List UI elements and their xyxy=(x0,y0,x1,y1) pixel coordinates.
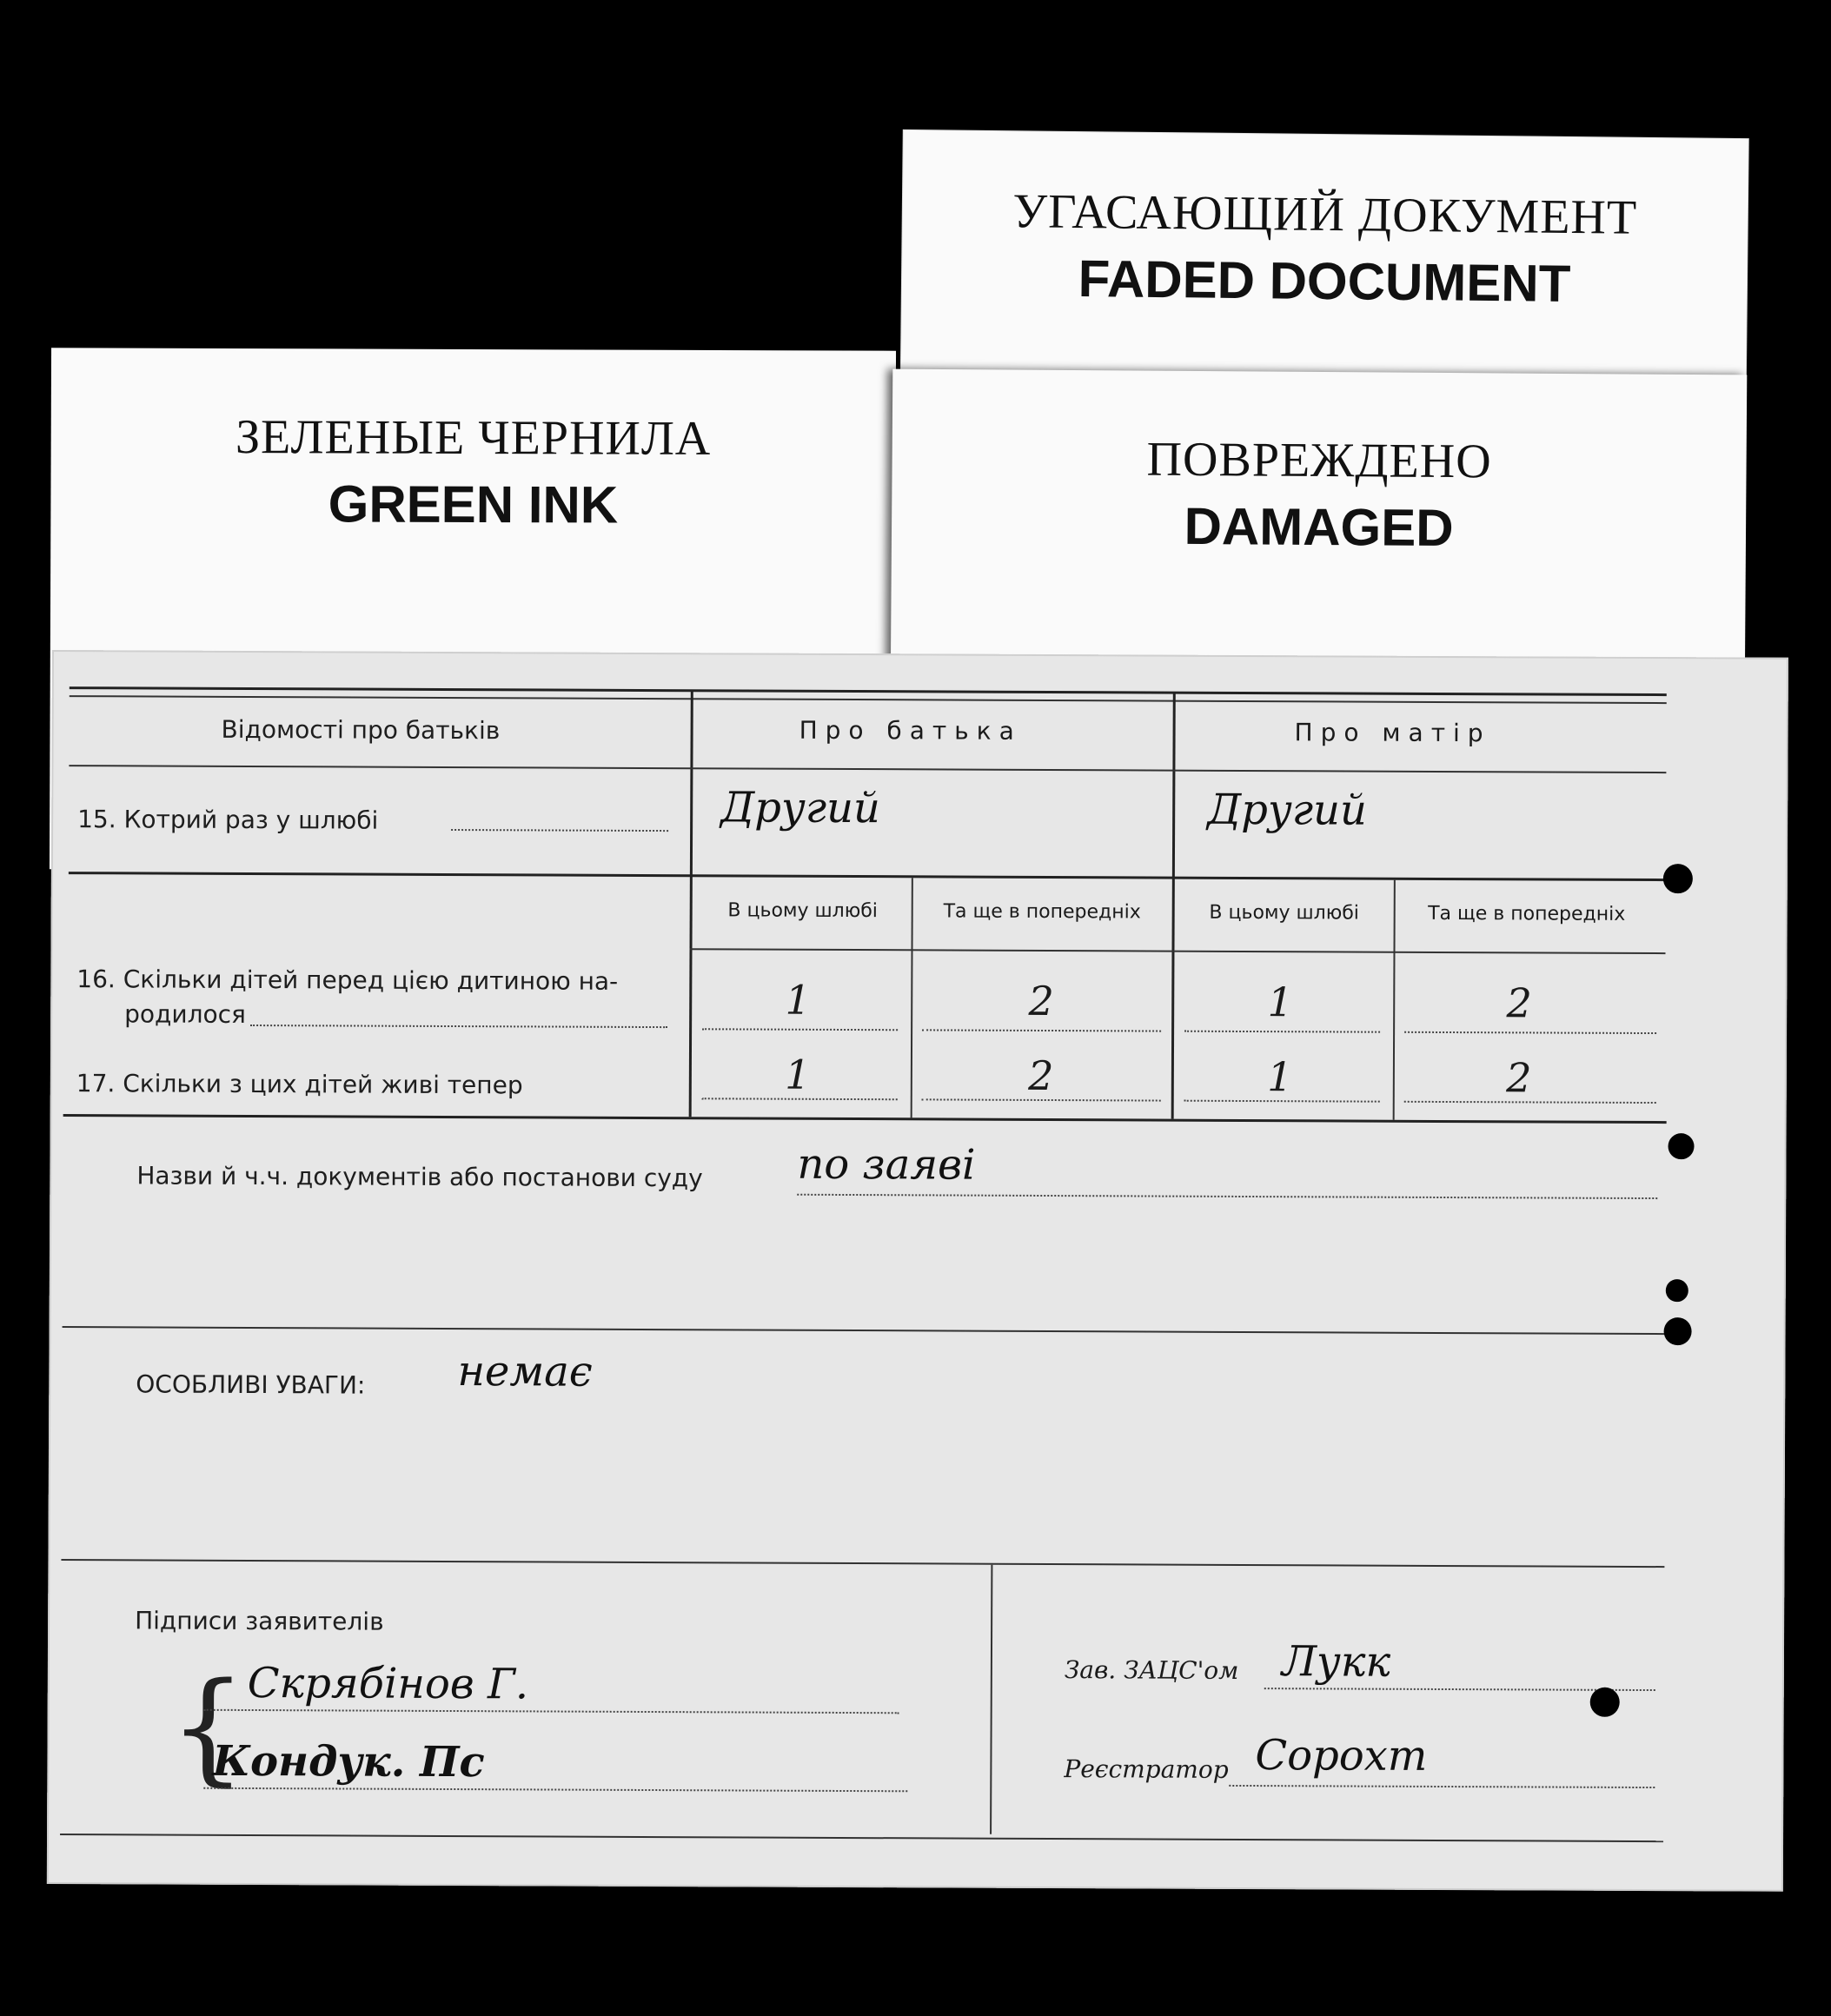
remarks-bottom xyxy=(61,1559,1664,1568)
registrar-signature: Сорохт xyxy=(1255,1731,1428,1781)
subheader-father-this: В цьому шлюбі xyxy=(727,899,879,923)
q17-mother-prev: 2 xyxy=(1506,1054,1532,1102)
table-top-border-inner xyxy=(70,695,1667,704)
q15-bottom xyxy=(69,872,1666,881)
q16-mother-prev: 2 xyxy=(1506,979,1533,1027)
registrar-label: Реєстратор xyxy=(1064,1754,1229,1784)
q17-father-this: 1 xyxy=(785,1051,811,1098)
documents-bottom xyxy=(63,1326,1666,1335)
q17-father-prev: 2 xyxy=(1028,1051,1054,1100)
green-notice-ru: ЗЕЛЕНЫЕ ЧЕРНИЛА xyxy=(235,410,712,466)
q15-leader xyxy=(451,829,668,832)
q17-m-prev-line xyxy=(1404,1101,1656,1104)
q16-m-prev-line xyxy=(1404,1031,1656,1034)
q16-f-prev-line xyxy=(922,1029,1161,1031)
q17-f-prev-line xyxy=(922,1098,1161,1101)
punch-hole xyxy=(1590,1688,1620,1717)
q16-leader xyxy=(250,1025,667,1028)
documents-value: по заяві xyxy=(797,1139,976,1190)
table-top-border xyxy=(70,686,1667,696)
signature-divider xyxy=(990,1565,992,1834)
q16-father-this: 1 xyxy=(785,976,812,1024)
header-divider xyxy=(69,765,1666,773)
q17-label: 17. Скільки з цих дітей живі тепер xyxy=(76,1069,523,1100)
q16-m-this-line xyxy=(1184,1031,1380,1033)
q16-father-prev: 2 xyxy=(1028,977,1055,1025)
q15-mother-value: Другий xyxy=(1207,785,1368,835)
q17-f-this-line xyxy=(702,1098,898,1100)
signatures-label: Підписи заявителів xyxy=(135,1606,384,1636)
q15-father-value: Другий xyxy=(720,783,881,833)
faded-notice-en: FADED DOCUMENT xyxy=(1078,249,1571,313)
punch-hole xyxy=(1668,1133,1694,1159)
punch-hole xyxy=(1666,1279,1688,1302)
green-notice-en: GREEN INK xyxy=(328,474,619,534)
subheader-mother-prev: Та ще в попередніх xyxy=(1428,902,1626,925)
registration-form xyxy=(47,650,1788,1892)
q16-mother-this: 1 xyxy=(1267,978,1294,1026)
header-mother: Про матір xyxy=(1294,718,1491,748)
head-signature: Лукк xyxy=(1281,1637,1391,1687)
q17-m-this-line xyxy=(1184,1100,1380,1103)
q15-label: 15. Котрий раз у шлюбі xyxy=(77,805,379,835)
q16-label-line1: 16. Скільки дітей перед цією дитиною на- xyxy=(76,965,619,996)
registrar-line xyxy=(1229,1785,1655,1788)
subheader-bottom xyxy=(690,948,1666,954)
head-label: Зав. ЗАЦС'ом xyxy=(1064,1655,1239,1685)
signature-1-line xyxy=(204,1709,899,1714)
documents-line xyxy=(797,1194,1657,1199)
subheader-mother-this: В цьому шлюбі xyxy=(1209,901,1359,925)
faded-notice-ru: УГАСАЮЩИЙ ДОКУМЕНТ xyxy=(1012,184,1638,245)
damaged-notice-ru: ПОВРЕЖДЕНО xyxy=(1146,432,1492,489)
signature-2-line xyxy=(203,1787,907,1793)
documents-label: Назви й ч.ч. документів або постанови суду xyxy=(136,1161,703,1193)
signature-1: Скрябінов Г. xyxy=(247,1658,529,1709)
q17-mother-this: 1 xyxy=(1267,1053,1293,1101)
column-divider-1 xyxy=(689,691,693,1117)
remarks-label: ОСОБЛИВІ УВАГИ: xyxy=(136,1369,366,1400)
punch-hole xyxy=(1664,1317,1692,1345)
q16-f-this-line xyxy=(702,1028,898,1031)
signatures-brace: { xyxy=(169,1656,248,1799)
table-bottom xyxy=(63,1114,1667,1124)
punch-hole xyxy=(1663,864,1693,893)
subheader-father-prev: Та ще в попередніх xyxy=(943,900,1141,924)
header-info: Відомості про батьків xyxy=(221,714,501,746)
q16-label-line2: родилося xyxy=(124,999,246,1029)
remarks-value: немає xyxy=(457,1347,593,1396)
header-father: Про батька xyxy=(799,715,1022,746)
damaged-notice-en: DAMAGED xyxy=(1184,496,1454,558)
signature-2: Кондук. Пс xyxy=(212,1736,485,1787)
form-bottom xyxy=(60,1834,1663,1842)
